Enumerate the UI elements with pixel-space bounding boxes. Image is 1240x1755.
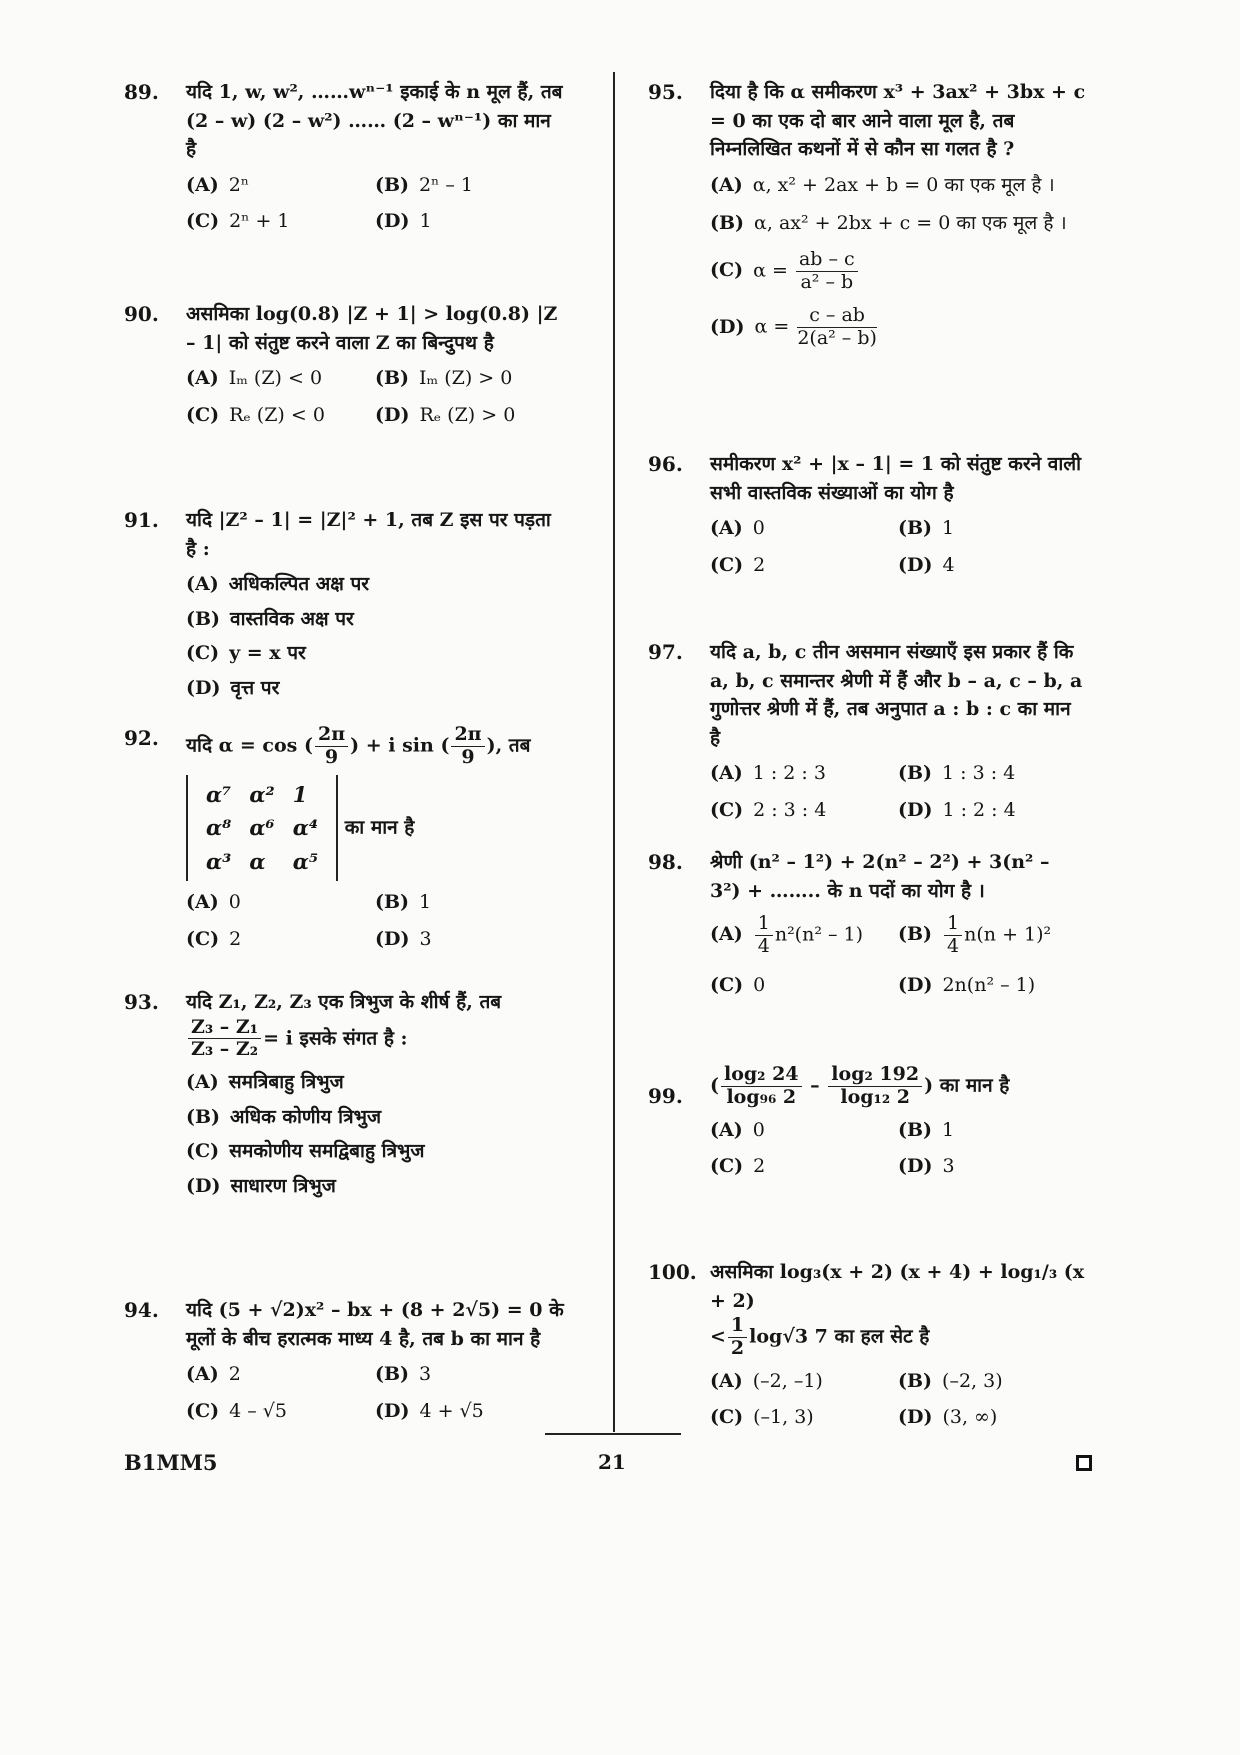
option-d[interactable]: (D) (3, ∞): [898, 1406, 998, 1429]
question-number: 98.: [648, 850, 683, 874]
option-c[interactable]: (C) 4 – √5: [186, 1399, 287, 1422]
options: [710, 1368, 1086, 1431]
question-number: 95.: [648, 80, 683, 104]
question-94: [124, 1296, 564, 1424]
option-a[interactable]: (A) $\frac{1}{4}$ n²(n² – 1): [710, 912, 864, 957]
option-a[interactable]: (A) अधिकल्पित अक्ष पर: [186, 573, 370, 595]
option-b[interactable]: (B) 1: [898, 1118, 955, 1141]
option-d[interactable]: (D) 1 : 2 : 4: [898, 798, 1016, 821]
options: [710, 172, 1086, 351]
option-b[interactable]: (B) 1: [375, 891, 432, 914]
option-b[interactable]: (B) (–2, 3): [898, 1369, 1003, 1392]
column-divider: [613, 72, 615, 1432]
question-number: 94.: [124, 1298, 159, 1322]
option-a[interactable]: (A) 0: [710, 1118, 765, 1141]
question-text: समीकरण x² + |x – 1| = 1 को संतुष्ट करने वाली सभी वास्तविक संख्याओं का योग है: [710, 453, 1082, 504]
option-b[interactable]: (B) Iₘ (Z) > 0: [375, 367, 513, 389]
question-91: [124, 506, 564, 701]
page-marker-square: [1076, 1455, 1092, 1471]
question-text: ( $\frac{\text{log₂ 24}}{\text{log₉₆ 2}}$ – $\frac{\text{log₂ 192}}{\text{log₁₂ 2}}$ ) का मान है: [710, 1063, 1010, 1108]
options: [186, 889, 564, 952]
option-c[interactable]: (C) 2ⁿ + 1: [186, 210, 290, 233]
option-b[interactable]: (B) 3: [375, 1363, 432, 1385]
option-c[interactable]: (C) α = $\frac{ab - c}{\text{a² – b}}$: [710, 249, 1086, 294]
option-a[interactable]: (A) 2: [186, 1363, 241, 1385]
question-number: 92.: [124, 726, 159, 750]
option-b[interactable]: (B) $\frac{1}{4}$ n(n + 1)²: [898, 912, 1052, 957]
option-a[interactable]: (A) 0: [710, 517, 765, 539]
question-number: 90.: [124, 302, 159, 326]
question-text: यदि Z₁, Z₂, Z₃ एक त्रिभुज के शीर्ष हैं, तब $\frac{\text{Z₃ – Z₁}}{\text{Z₃ – Z₂}}$ = i इसके संगत है :: [186, 991, 502, 1061]
options: [710, 913, 1086, 998]
option-c[interactable]: (C) 2: [710, 1155, 766, 1178]
question-97: [648, 638, 1086, 823]
option-c[interactable]: (C) (–1, 3): [710, 1406, 814, 1429]
option-a[interactable]: (A) 1 : 2 : 3: [710, 762, 826, 784]
question-text: यदि α = cos ( $\frac{2\pi}{9}$ ) + i sin ( $\frac{2\pi}{9}$ ), तब α⁷ α² 1 α⁸ α⁶ α⁴ α³ α α⁵ का मान है: [186, 724, 564, 881]
option-d[interactable]: (D) 2n(n² – 1): [898, 973, 1036, 996]
option-a[interactable]: (A) (–2, –1): [710, 1369, 823, 1392]
question-98: [648, 848, 1086, 998]
option-b[interactable]: (B) 1 : 3 : 4: [898, 762, 1016, 784]
cos-argument: $\frac{2\pi}{9}$: [315, 724, 348, 769]
option-c[interactable]: (C) 2: [710, 553, 766, 576]
question-95: [648, 78, 1086, 350]
question-text: दिया है कि α समीकरण x³ + 3ax² + 3bx + c = 0 का एक दो बार आने वाला मूल है, तब निम्नलिखित कथनों में से कौन सा गलत है ?: [710, 81, 1086, 160]
options: [186, 172, 564, 235]
question-number: 97.: [648, 640, 683, 664]
question-99: [648, 1064, 1086, 1180]
question-90: [124, 300, 564, 428]
question-92: [124, 724, 564, 952]
option-c[interactable]: (C) 2 : 3 : 4: [710, 798, 827, 821]
page-number: 21: [598, 1450, 626, 1474]
determinant: α⁷ α² 1 α⁸ α⁶ α⁴ α³ α α⁵: [186, 775, 338, 882]
question-number: 100.: [648, 1260, 697, 1284]
option-b[interactable]: (B) 1: [898, 517, 955, 539]
question-text: यदि |Z² – 1| = |Z|² + 1, तब Z इस पर पड़ता है :: [186, 509, 551, 560]
question-text: असमिका log(0.8) |Z + 1| > log(0.8) |Z – 1| को संतुष्ट करने वाला Z का बिन्दुपथ है: [186, 303, 558, 354]
option-c[interactable]: (C) 0: [710, 973, 766, 996]
option-c[interactable]: (C) y = x पर: [186, 642, 306, 665]
options: [186, 1069, 564, 1199]
option-b[interactable]: (B) वास्तविक अक्ष पर: [186, 607, 354, 630]
option-b[interactable]: (B) अधिक कोणीय त्रिभुज: [186, 1105, 382, 1128]
option-d[interactable]: (D) साधारण त्रिभुज: [186, 1174, 336, 1197]
options: [186, 1361, 564, 1424]
booklet-code: B1MM5: [124, 1450, 218, 1475]
question-100: [648, 1258, 1086, 1431]
options: [710, 515, 1086, 578]
option-a[interactable]: (A) Iₘ (Z) < 0: [186, 367, 323, 389]
question-number: 99.: [648, 1084, 683, 1108]
option-c[interactable]: (C) समकोणीय समद्विबाहु त्रिभुज: [186, 1140, 425, 1163]
sin-argument: $\frac{2\pi}{9}$: [451, 724, 484, 769]
question-text: यदि 1, w, w², ……wⁿ⁻¹ इकाई के n मूल हैं, तब (2 – w) (2 – w²) …… (2 – wⁿ⁻¹) का मान है: [186, 81, 563, 160]
option-d[interactable]: (D) 4: [898, 553, 955, 576]
question-96: [648, 450, 1086, 578]
option-d[interactable]: (D) 3: [898, 1155, 955, 1178]
question-text: श्रेणी (n² – 1²) + 2(n² – 2²) + 3(n² – 3²) + …….. के n पदों का योग है ।: [710, 851, 1050, 902]
question-93: [124, 988, 564, 1200]
option-a[interactable]: (A) समत्रिबाहु त्रिभुज: [186, 1071, 344, 1094]
options: [186, 571, 564, 701]
question-89: [124, 78, 564, 235]
question-number: 89.: [124, 80, 159, 104]
question-number: 91.: [124, 508, 159, 532]
option-c[interactable]: (C) Rₑ (Z) < 0: [186, 403, 325, 426]
option-a[interactable]: (A) 2ⁿ: [186, 173, 250, 196]
option-d[interactable]: (D) वृत्त पर: [186, 676, 280, 699]
option-a[interactable]: (A) α, x² + 2ax + b = 0 का एक मूल है ।: [710, 173, 1055, 196]
question-text: यदि a, b, c तीन असमान संख्याएँ इस प्रकार हैं कि a, b, c समान्तर श्रेणी में हैं और b – a, c – b, a गुणोत्तर श्रेणी में हैं, तब अनुपात a : b : c का मान है: [710, 641, 1083, 749]
page-number-rule: [545, 1433, 681, 1435]
option-c[interactable]: (C) 2: [186, 927, 242, 950]
option-d[interactable]: (D) Rₑ (Z) > 0: [375, 403, 516, 426]
option-b[interactable]: (B) α, ax² + 2bx + c = 0 का एक मूल है ।: [710, 212, 1067, 235]
option-a[interactable]: (A) 0: [186, 891, 241, 914]
question-text: यदि (5 + √2)x² – bx + (8 + 2√5) = 0 के मूलों के बीच हरात्मक माध्य 4 है, तब b का मान है: [186, 1299, 564, 1350]
options: [710, 1117, 1086, 1180]
z-ratio: $\frac{\text{Z₃ – Z₁}}{\text{Z₃ – Z₂}}$: [188, 1017, 261, 1062]
question-number: 96.: [648, 452, 683, 476]
option-d[interactable]: (D) 4 + √5: [375, 1399, 484, 1422]
option-d[interactable]: (D) 1: [375, 210, 432, 233]
option-b[interactable]: (B) 2ⁿ – 1: [375, 173, 474, 196]
option-d[interactable]: (D) α = $\frac{c - ab}{\text{2(a² – b)}}$: [710, 304, 877, 350]
question-text: असमिका log₃(x + 2) (x + 4) + log₁/₃ (x + 2) < $\frac{1}{2}$ log√3 7 का हल सेट है: [710, 1261, 1085, 1359]
option-d[interactable]: (D) 3: [375, 927, 432, 950]
question-number: 93.: [124, 990, 159, 1014]
options: [710, 760, 1086, 823]
options: [186, 365, 564, 428]
